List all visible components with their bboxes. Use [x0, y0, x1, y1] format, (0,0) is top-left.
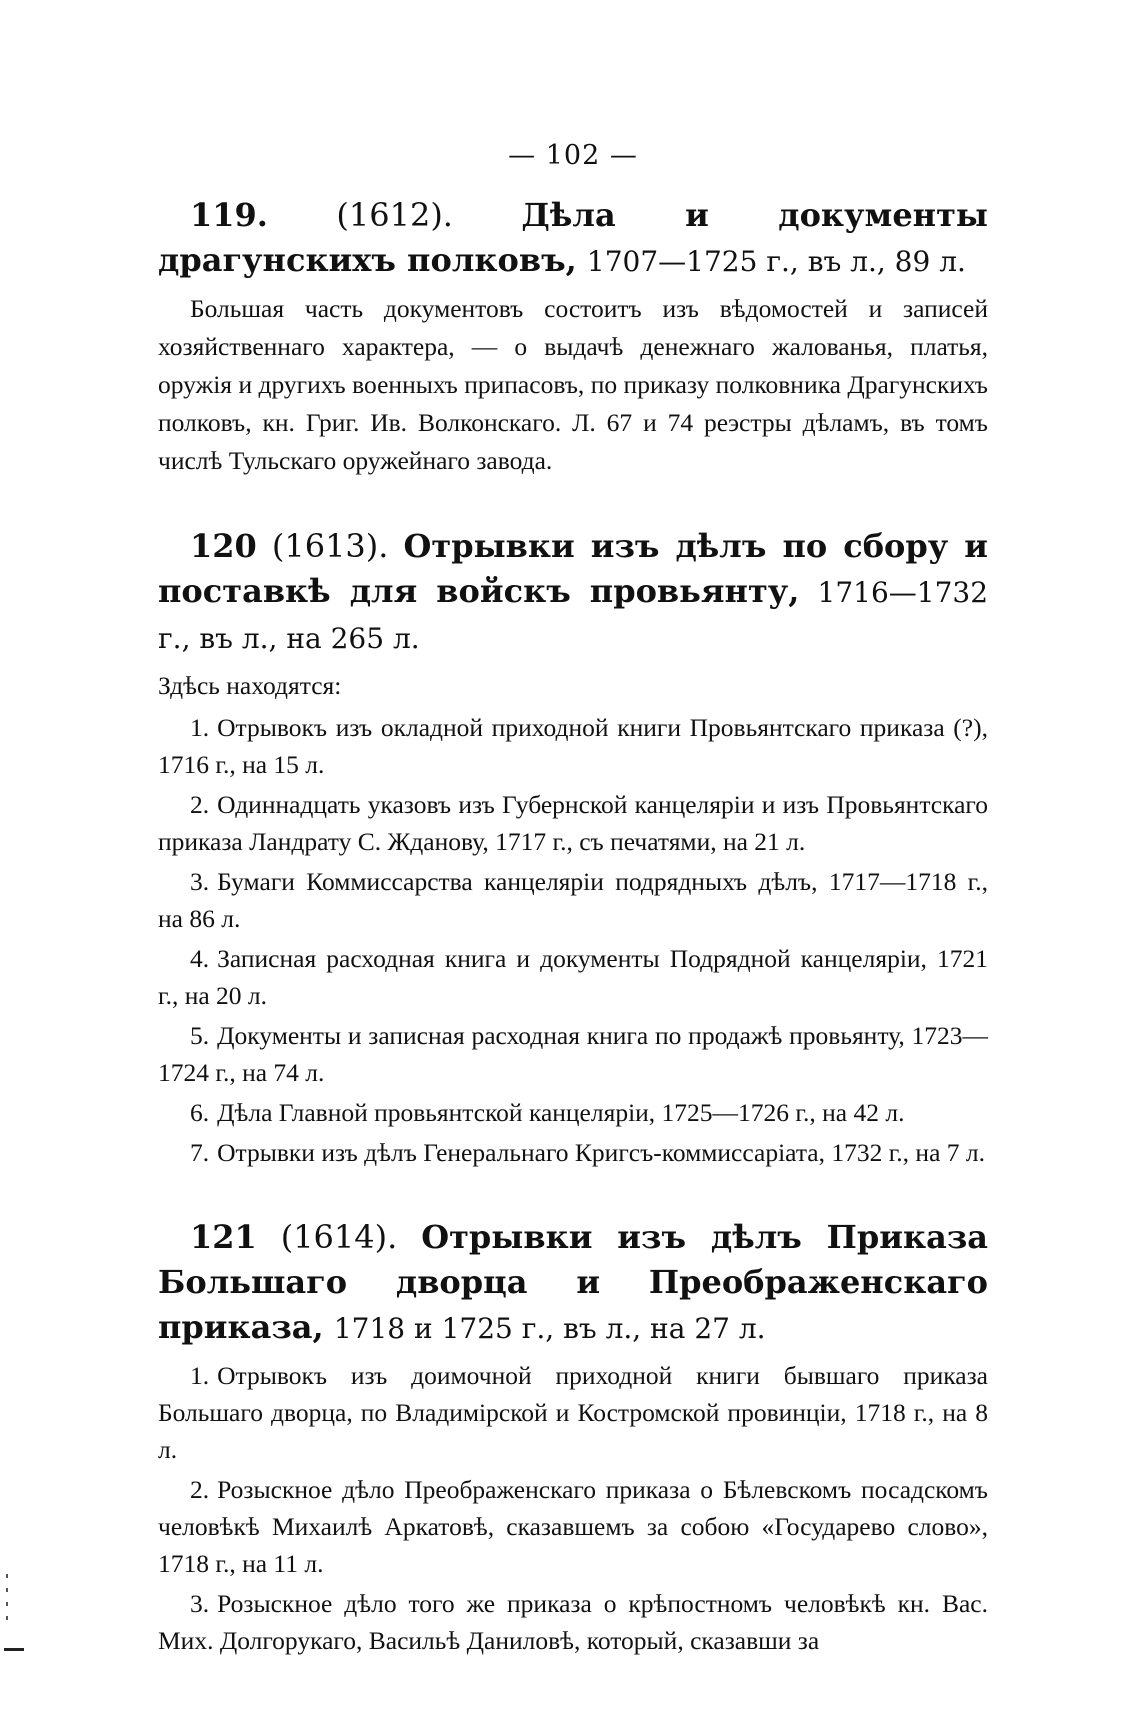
entry-meta: 1707—1725 г., въ л., 89 л.	[586, 245, 966, 278]
list-item	[158, 1017, 988, 1091]
item-text: Записная расходная книга и документы Подрядной канцеляріи, 1721 г., на 20 л.	[158, 944, 988, 1010]
list-item	[158, 786, 988, 860]
entry-meta: 1718 и 1725 г., въ л., на 27 л.	[333, 1312, 766, 1345]
item-number: 7.	[190, 1138, 210, 1167]
entry-code: (1612).	[336, 196, 453, 234]
list-item	[158, 863, 988, 937]
list-item	[158, 1357, 988, 1468]
item-number: 6.	[190, 1098, 210, 1127]
item-text: Бумаги Коммиссарства канцеляріи подрядныхъ дѣлъ, 1717—1718 г., на 86 л.	[158, 867, 988, 933]
item-number: 2.	[190, 790, 210, 819]
item-text: Розыскное дѣло того же приказа о крѣпостномъ человѣкѣ кн. Вас. Мих. Долгорукаго, Васильѣ Даниловѣ, который, сказавши за	[158, 1589, 988, 1655]
entry-title: Дѣла и документы драгунскихъ полковъ,	[158, 196, 988, 279]
entry-number: 121	[190, 1218, 257, 1256]
entry-title: Отрывки изъ дѣлъ по сбору и поставкѣ для войскъ провьянту,	[158, 527, 989, 610]
item-text: Одиннадцать указовъ изъ Губернской канцеляріи и изъ Провьянтскаго приказа Ландрату С. Жданову, 1717 г., съ печатями, на 21 л.	[158, 790, 988, 856]
scan-mark-tick	[6, 1602, 8, 1606]
item-number: 4.	[190, 944, 210, 973]
entry-119	[158, 193, 988, 480]
entry-heading	[158, 193, 988, 284]
scan-mark-tick	[6, 1616, 8, 1620]
entry-120	[158, 524, 988, 1171]
item-text: Отрывокъ изъ окладной приходной книги Провьянтскаго приказа (?), 1716 г., на 15 л.	[158, 713, 988, 779]
entry-code: (1614).	[280, 1218, 398, 1256]
list-item	[158, 1585, 988, 1659]
item-number: 3.	[190, 867, 210, 896]
entry-code: (1613).	[271, 527, 389, 565]
page-number: — 102 —	[508, 140, 638, 171]
entry-intro: Здѣсь находятся:	[158, 671, 342, 700]
list-item	[158, 940, 988, 1014]
item-text: Отрывокъ изъ доимочной приходной книги бывшаго приказа Большаго дворца, по Владимірской и Костромской провинціи, 1718 г., на 8 л.	[158, 1361, 988, 1464]
document-page	[158, 140, 988, 1703]
scan-mark-tick	[6, 1588, 8, 1592]
entry-121	[158, 1215, 988, 1659]
entry-heading	[158, 524, 988, 661]
entry-heading	[158, 1215, 988, 1351]
list-item	[158, 1094, 988, 1131]
scan-mark-tick	[6, 1574, 8, 1578]
item-text: Документы и записная расходная книга по продажѣ провьянту, 1723—1724 г., на 74 л.	[158, 1021, 988, 1087]
item-text: Отрывки изъ дѣлъ Генеральнаго Кригсъ-коммиссаріата, 1732 г., на 7 л.	[217, 1138, 985, 1167]
item-text: Розыскное дѣло Преображенскаго приказа о Бѣлевскомъ посадскомъ человѣкѣ Михаилѣ Аркатовѣ, сказавшемъ за собою «Государево слово», 1718 г., на 11 л.	[158, 1475, 988, 1578]
item-number: 3.	[190, 1589, 210, 1618]
entry-items	[158, 709, 988, 1171]
list-item	[158, 709, 988, 783]
item-text: Дѣла Главной провьянтской канцеляріи, 1725—1726 г., на 42 л.	[217, 1098, 905, 1127]
item-number: 1.	[190, 713, 210, 742]
entry-number: 119.	[190, 196, 268, 234]
item-number: 2.	[190, 1475, 210, 1504]
entry-title: Отрывки изъ дѣлъ Приказа Большаго дворца и Преображенскаго приказа,	[158, 1218, 989, 1346]
entry-meta: 1716—1732 г., въ л., на 265 л.	[158, 576, 989, 655]
margin-scan-marks	[2, 1570, 32, 1670]
item-number: 5.	[190, 1021, 210, 1050]
entry-body: Большая часть документовъ состоитъ изъ вѣдомостей и записей хозяйственнаго характера, — о выдачѣ денежнаго жалованья, платья, оружія и другихъ военныхъ припасовъ, по приказу полковника Драгунскихъ полковъ, кн. Григ. Ив. Волконскаго. Л. 67 и 74 реэстры дѣламъ, въ томъ числѣ Тульскаго оружейнаго завода.	[158, 294, 988, 475]
list-item	[158, 1471, 988, 1582]
item-number: 1.	[190, 1361, 210, 1390]
scan-mark-dash	[4, 1648, 24, 1651]
entry-items	[158, 1357, 988, 1659]
list-item	[158, 1134, 988, 1171]
entry-number: 120	[190, 527, 257, 565]
